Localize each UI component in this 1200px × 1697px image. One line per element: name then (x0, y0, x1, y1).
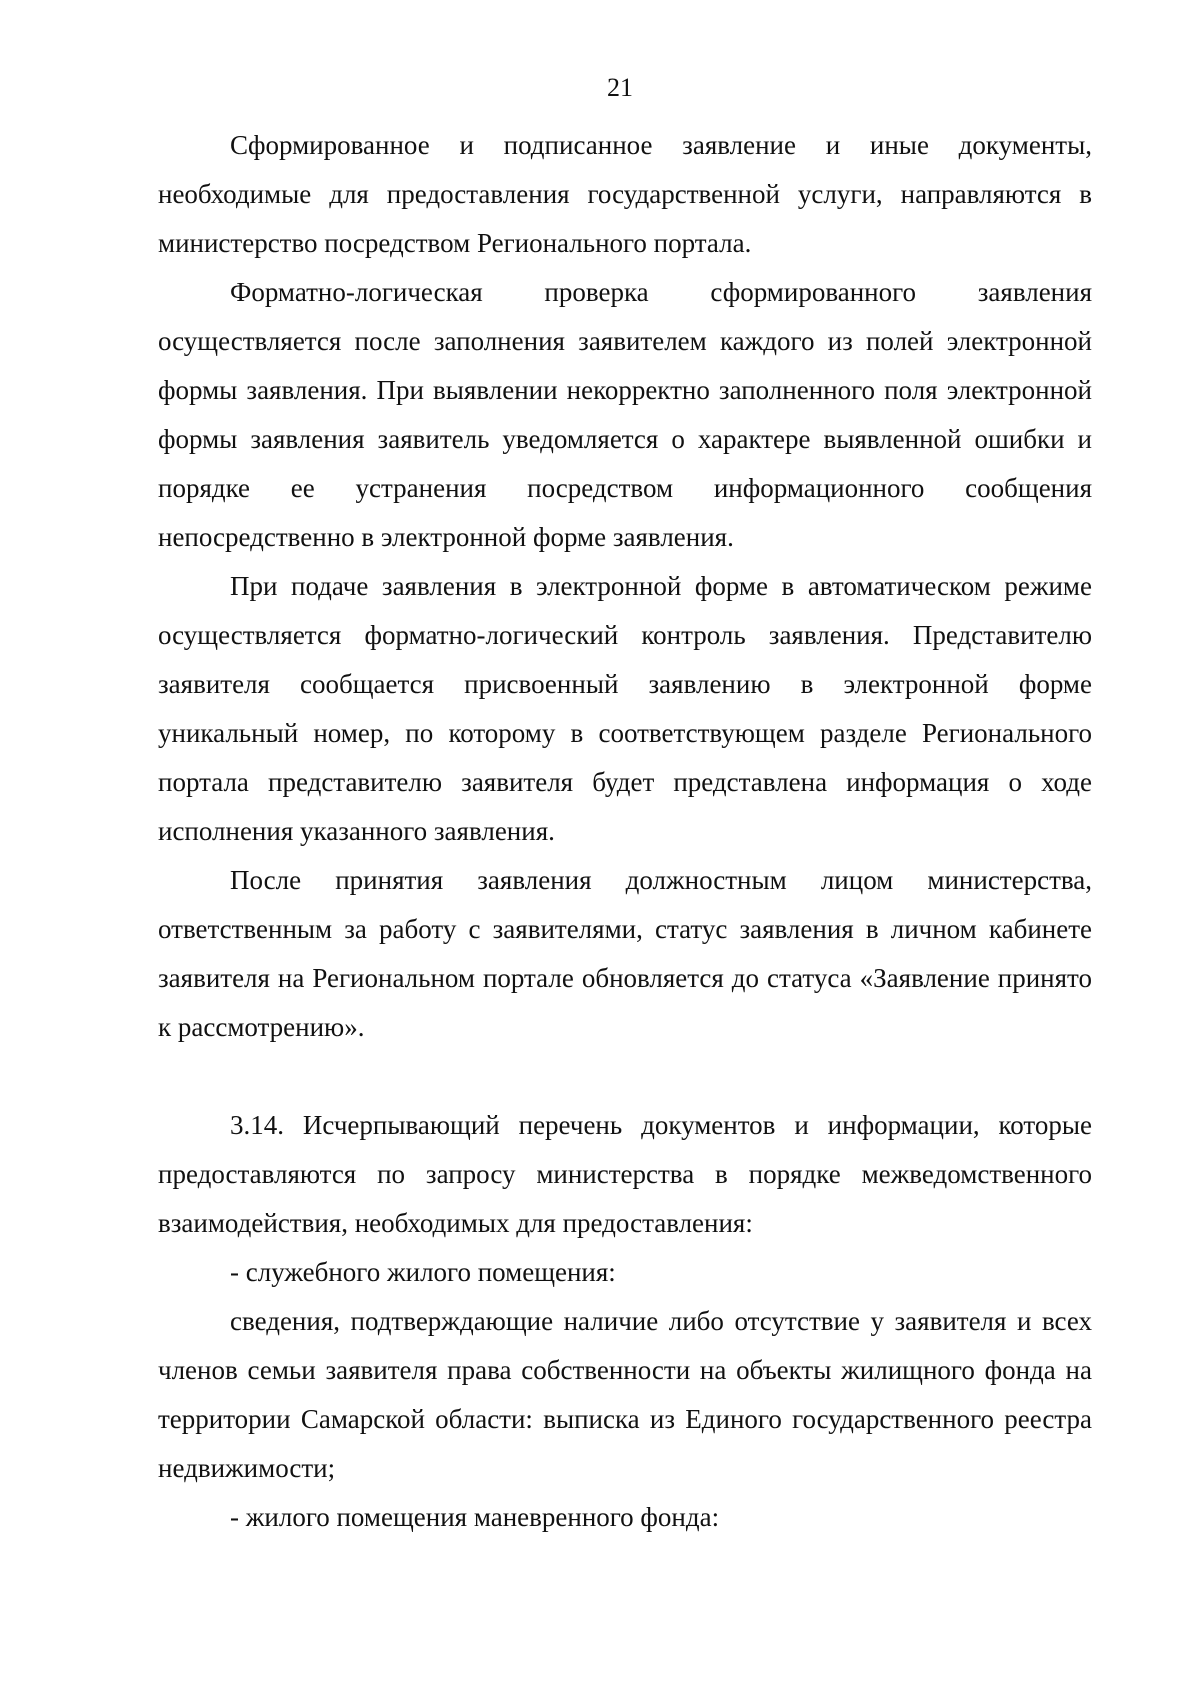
section-spacer (158, 1052, 1092, 1101)
document-body (158, 121, 1092, 1542)
paragraph-signed-application: Сформированное и подписанное заявление и иные документы, необходимые для предоставления государственной услуги, направляются в министерство посредством Регионального портала. (158, 130, 1092, 258)
paragraph-ownership-information: сведения, подтверждающие наличие либо отсутствие у заявителя и всех членов семьи заявителя права собственности на объекты жилищного фонда на территории Самарской области: выписка из Единого государственного реестра недвижимости; (158, 1306, 1092, 1483)
paragraph-application-acceptance: После принятия заявления должностным лицом министерства, ответственным за работу с заявителями, статус заявления в личном кабинете заявителя на Региональном портале обновляется до статуса «Заявление принято к рассмотрению». (158, 865, 1092, 1042)
list-item-maneuver-fund-housing: - жилого помещения маневренного фонда: (230, 1502, 720, 1532)
section-3-14-heading: 3.14. Исчерпывающий перечень документов и информации, которые предоставляются по запросу министерства в порядке межведомственного взаимодействия, необходимых для предоставления: (158, 1110, 1092, 1238)
page-number: 21 (607, 73, 633, 102)
list-item-service-housing: - служебного жилого помещения: (230, 1257, 616, 1287)
paragraph-electronic-submission: При подаче заявления в электронной форме в автоматическом режиме осуществляется форматно-логический контроль заявления. Представителю заявителя сообщается присвоенный заявлению в электронной форме уникальный номер, по которому в соответствующем разделе Регионального портала представителю заявителя будет представлена информация о ходе исполнения указанного заявления. (158, 571, 1092, 846)
paragraph-format-logical-check: Форматно-логическая проверка сформированного заявления осуществляется после заполнения заявителем каждого из полей электронной формы заявления. При выявлении некорректно заполненного поля электронной формы заявления заявитель уведомляется о характере выявленной ошибки и порядке ее устранения посредством информационного сообщения непосредственно в электронной форме заявления. (158, 277, 1092, 552)
